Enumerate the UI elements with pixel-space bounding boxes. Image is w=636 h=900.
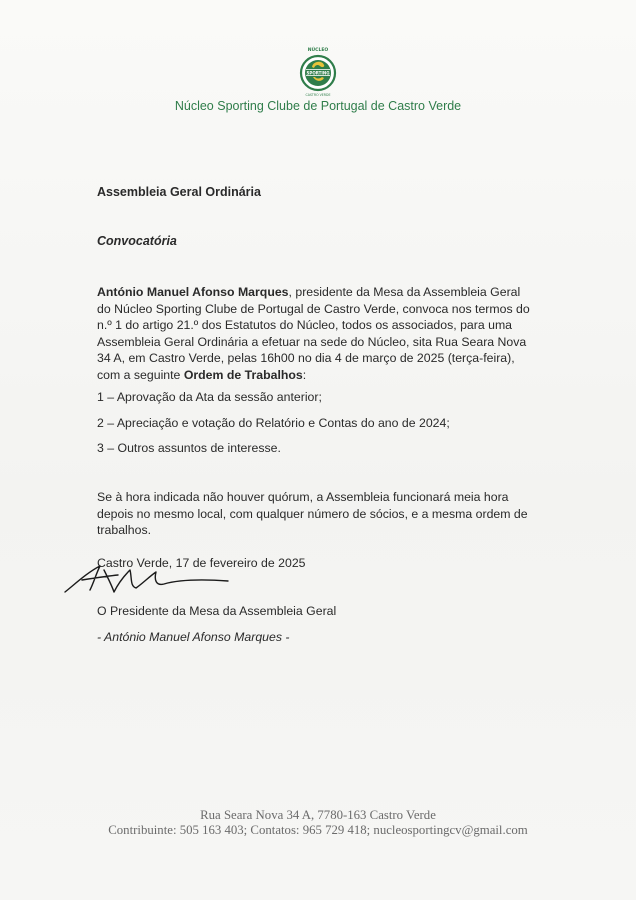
organization-name: Núcleo Sporting Clube de Portugal de Castro Verde <box>174 99 462 113</box>
document-subtitle: Convocatória <box>97 234 177 248</box>
footer-contacts: Contribuinte: 505 163 403; Contatos: 965 729 418; nucleosportingcv@gmail.com <box>108 823 528 837</box>
place-date: Castro Verde, 17 de fevereiro de 2025 <box>97 556 306 570</box>
quorum-paragraph: Se à hora indicada não houver quórum, a Assembleia funcionará meia hora depois no mesmo local, com qualquer número de sócios, e a mesma ordem de trabalhos. <box>97 490 528 537</box>
convocation-paragraph <box>97 284 537 383</box>
agenda-item: 1 – Aprovação da Ata da sessão anterior; <box>97 390 322 404</box>
logo-top-text: NÚCLEO <box>307 48 329 53</box>
footer-address: Rua Seara Nova 34 A, 7780-163 Castro Verde <box>200 808 436 822</box>
agenda-item: 3 – Outros assuntos de interesse. <box>97 441 281 455</box>
convener-name: António Manuel Afonso Marques <box>97 285 289 299</box>
convocation-end: : <box>302 367 307 382</box>
logo-bottom-text: CASTRO VERDE <box>305 93 331 97</box>
signer-name: - António Manuel Afonso Marques - <box>97 630 290 644</box>
sporting-lion-crest-icon <box>298 46 338 98</box>
convocation-text: , presidente da Mesa da Assembleia Geral do Núcleo Sporting Clube de Portugal de Castro Verde, convoca nos termos do n.º 1 do artigo 21.º dos Estatutos do Núcleo, todos os associados, para uma Assembleia Geral Ordinária a efetuar na sede do Núcleo, sita Rua Seara Nova 34 A, em Castro Verde, pelas 16h00 no dia 4 de março de 2025 (terça-feira), com a seguinte <box>97 285 530 382</box>
handwritten-signature <box>60 562 240 596</box>
logo-band-text: SPORTING <box>306 70 330 76</box>
agenda-item: 2 – Apreciação e votação do Relatório e Contas do ano de 2024; <box>97 416 450 430</box>
document-title: Assembleia Geral Ordinária <box>97 185 261 199</box>
agenda-label: Ordem de Trabalhos <box>183 367 303 382</box>
signer-role: O Presidente da Mesa da Assembleia Geral <box>97 604 337 618</box>
